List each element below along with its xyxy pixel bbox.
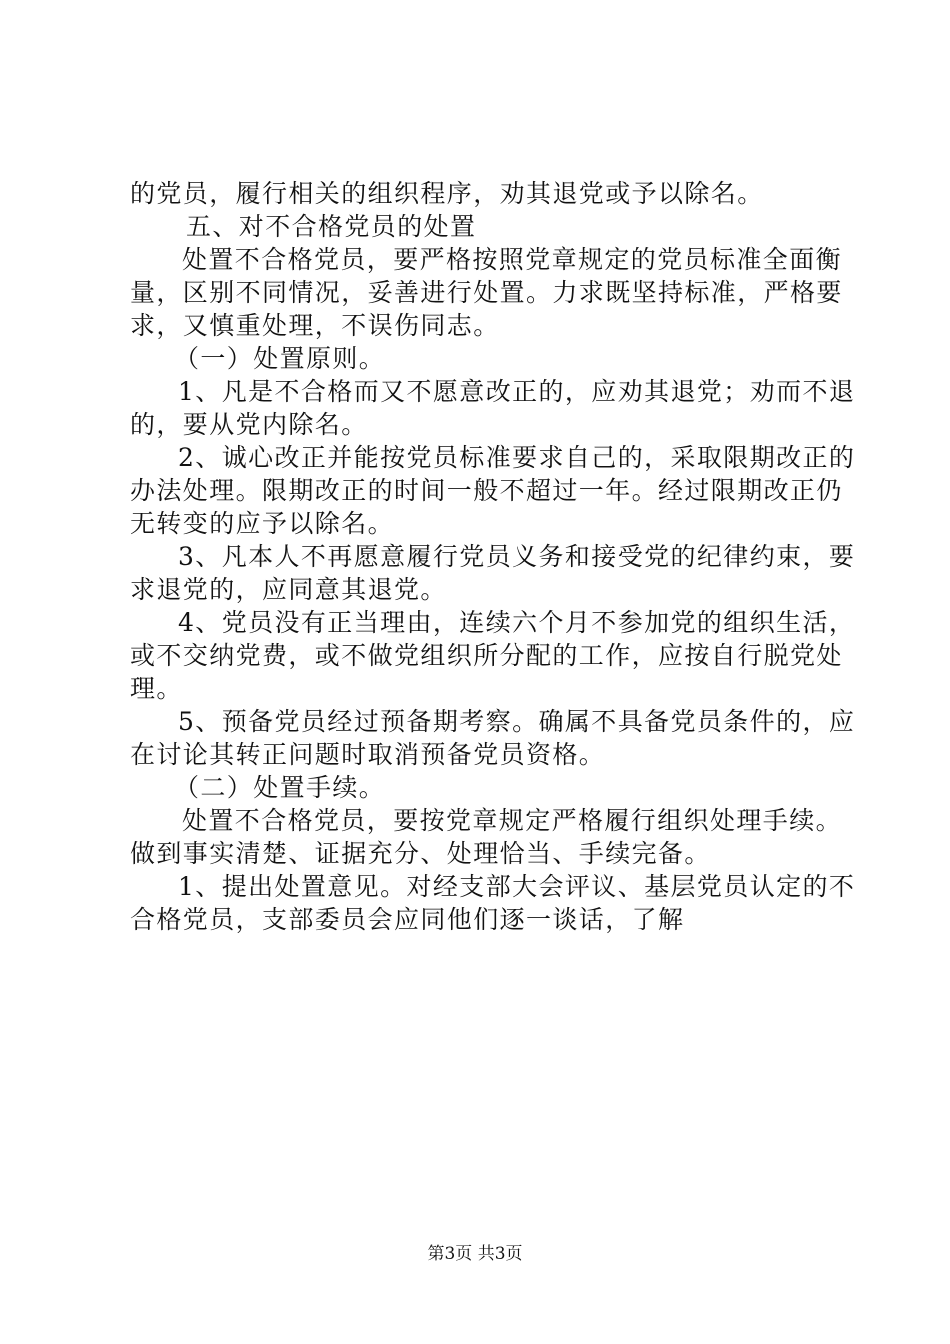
page-number-footer: 第3页 共3页 [427, 1244, 523, 1264]
text-line: 4、党员没有正当理由，连续六个月不参加党的组织生活， [178, 608, 856, 637]
text-line: 合格党员，支部委员会应同他们逐一谈话，了解 [130, 905, 685, 934]
text-line: 求，又慎重处理，不误伤同志。 [130, 311, 500, 340]
text-line: 1、提出处置意见。对经支部大会评议、基层党员认定的不 [178, 872, 856, 901]
text-line: 无转变的应予以除名。 [130, 509, 395, 538]
text-line: 5、预备党员经过预备期考察。确属不具备党员条件的，应 [178, 707, 856, 736]
text-line: 1、凡是不合格而又不愿意改正的，应劝其退党；劝而不退 [178, 377, 856, 406]
text-line: 做到事实清楚、证据充分、处理恰当、手续完备。 [130, 839, 711, 868]
text-line: 的党员，履行相关的组织程序，劝其退党或予以除名。 [130, 179, 764, 208]
text-line: 求退党的，应同意其退党。 [130, 575, 447, 604]
section-heading: 五、对不合格党员的处置 [186, 212, 477, 241]
text-line: 量，区别不同情况，妥善进行处置。力求既坚持标准，严格要 [130, 278, 843, 307]
text-line: 或不交纳党费，或不做党组织所分配的工作，应按自行脱党处 [130, 641, 843, 670]
subsection-heading: （二）处置手续。 [174, 773, 386, 802]
text-line: 的，要从党内除名。 [130, 410, 368, 439]
subsection-heading: （一）处置原则。 [174, 344, 386, 373]
text-line: 理。 [130, 674, 183, 703]
text-line: 办法处理。限期改正的时间一般不超过一年。经过限期改正仍 [130, 476, 843, 505]
text-line: 处置不合格党员，要按党章规定严格履行组织处理手续。 [182, 806, 843, 835]
text-line: 3、凡本人不再愿意履行党员义务和接受党的纪律约束，要 [178, 542, 856, 571]
text-line: 在讨论其转正问题时取消预备党员资格。 [130, 740, 606, 769]
text-line: 处置不合格党员，要严格按照党章规定的党员标准全面衡 [182, 245, 843, 274]
text-line: 2、诚心改正并能按党员标准要求自己的，采取限期改正的 [178, 443, 856, 472]
